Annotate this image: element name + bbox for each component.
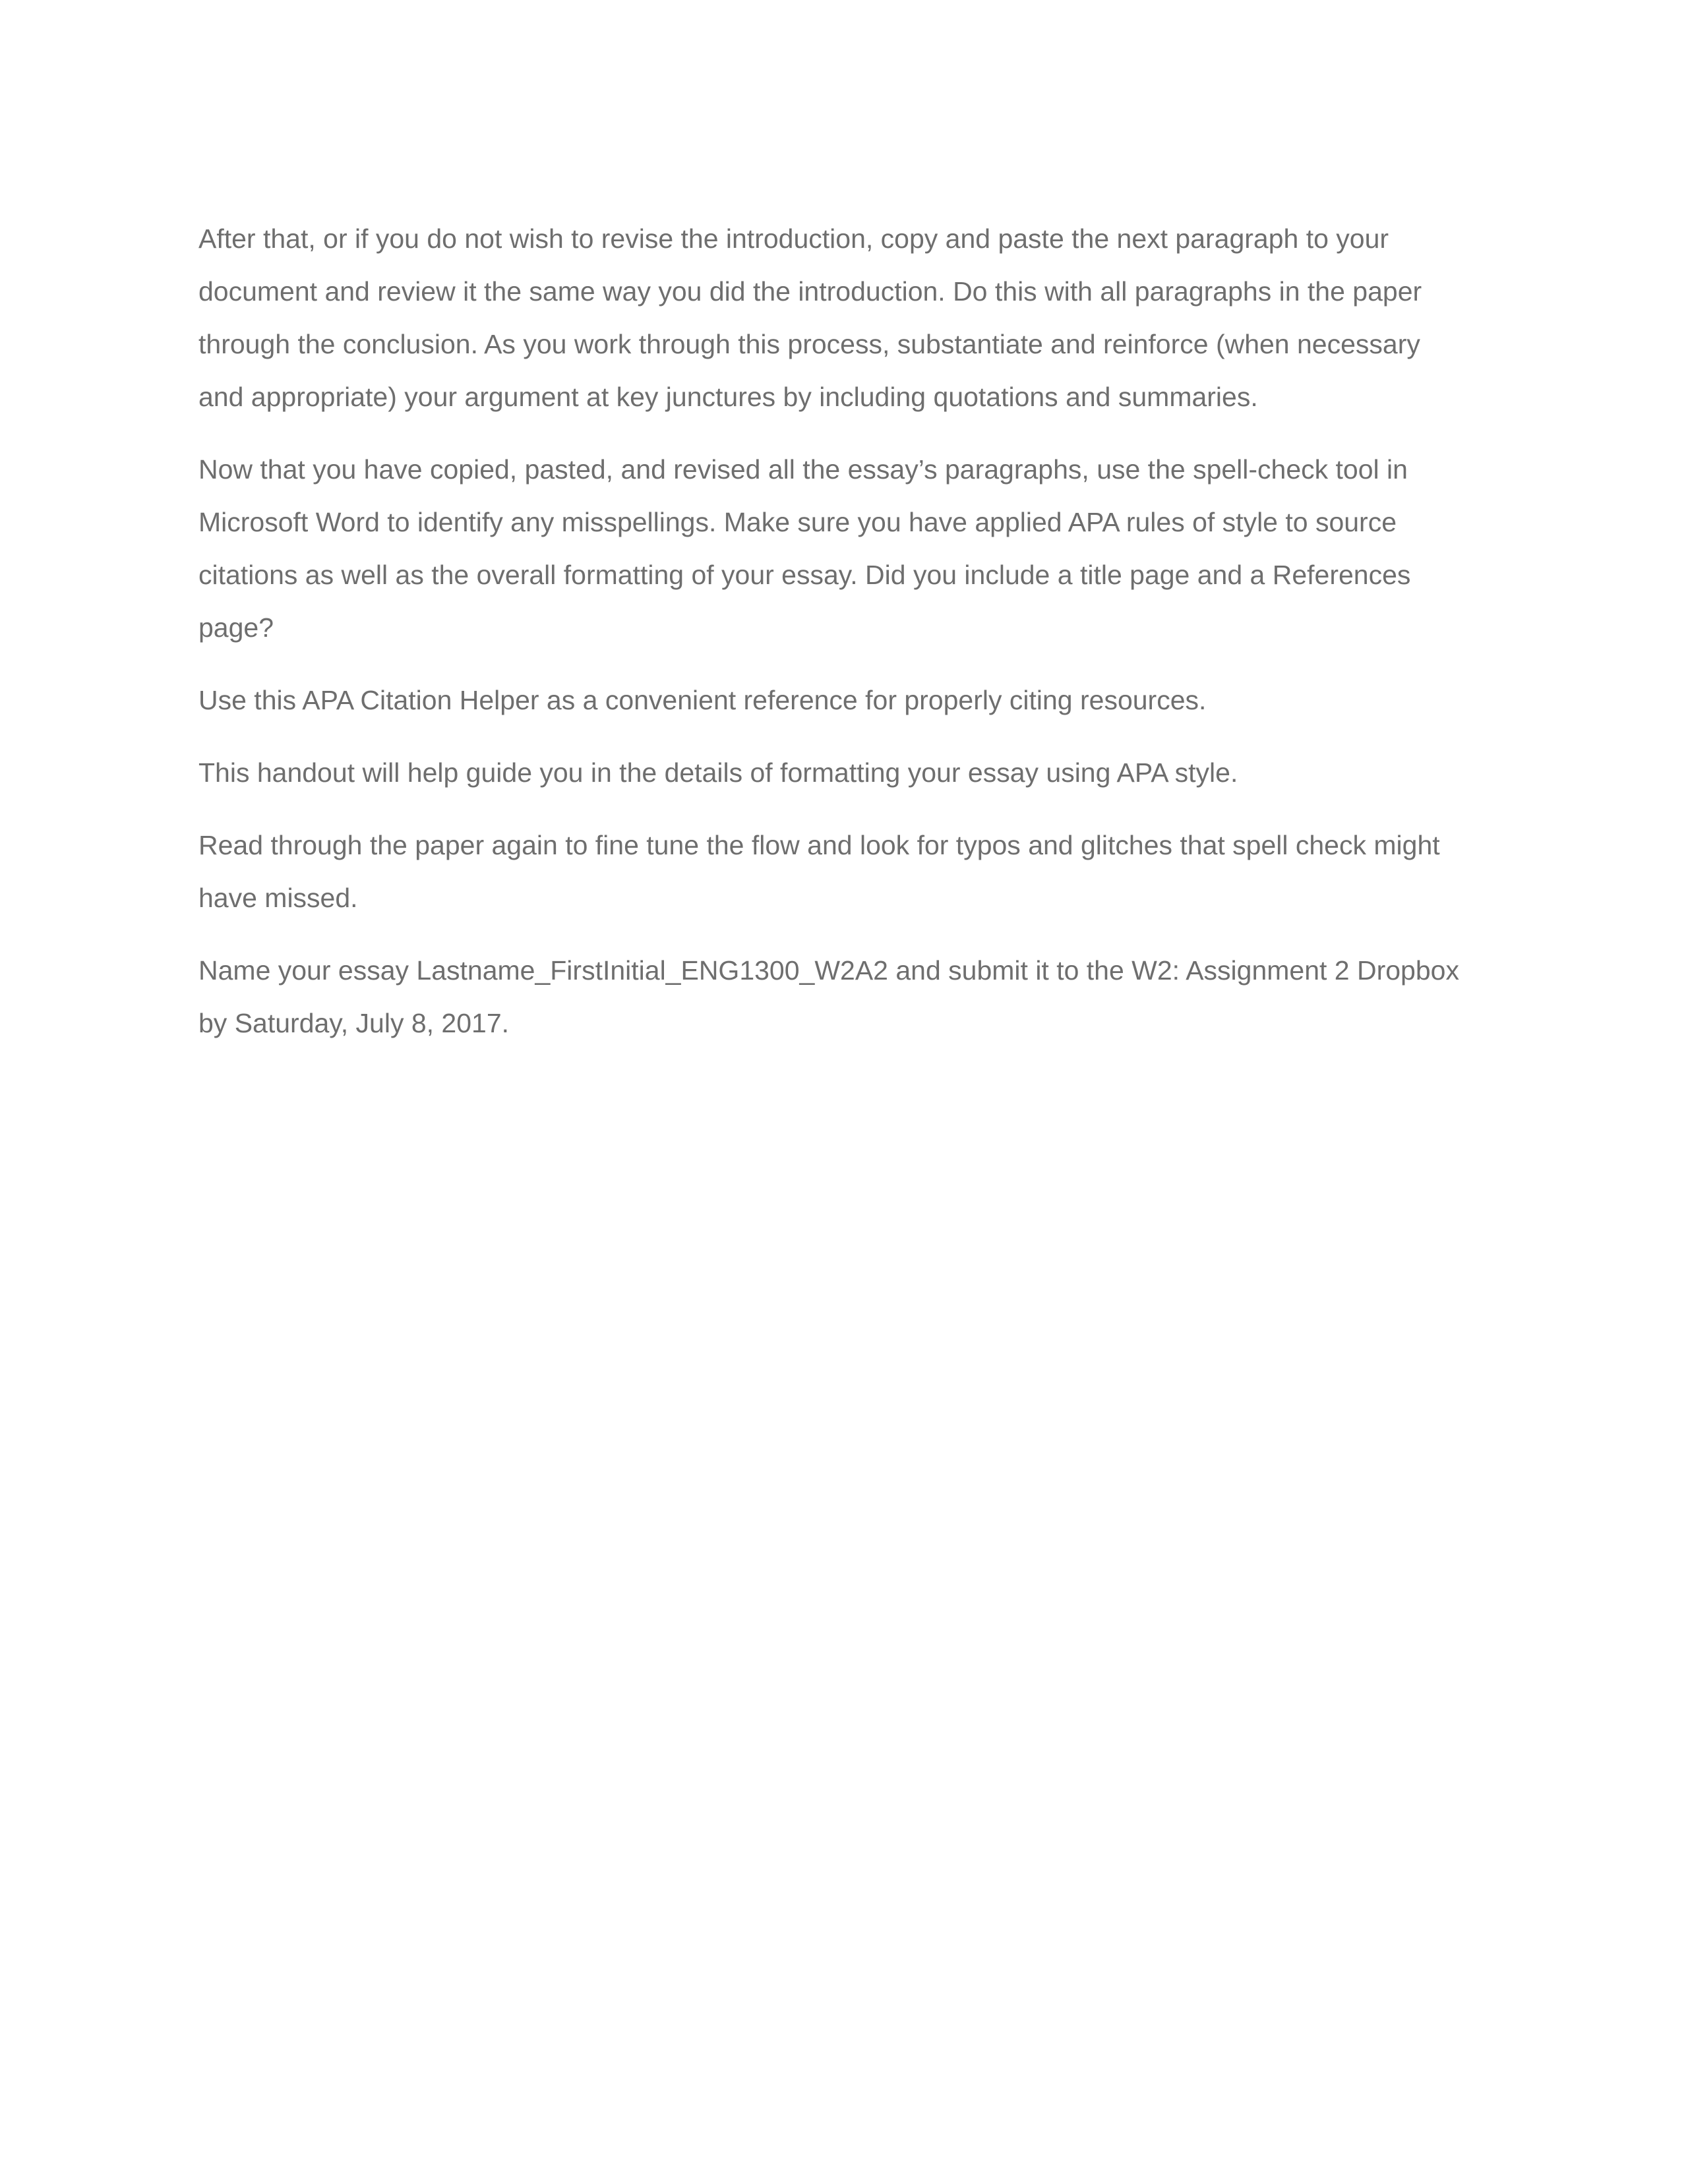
text-line: This handout will help guide you in the details of formatting your essay using APA style. — [198, 757, 1238, 788]
paragraph-submission — [198, 944, 1511, 1049]
text-line: Microsoft Word to identify any misspellings. Make sure you have applied APA rules of style to source — [198, 507, 1397, 537]
paragraph-spell-check — [198, 443, 1511, 654]
text-line: Read through the paper again to fine tune the flow and look for typos and glitches that spell check might — [198, 830, 1440, 860]
text-line: and appropriate) your argument at key junctures by including quotations and summaries. — [198, 382, 1258, 412]
text-line: have missed. — [198, 883, 358, 913]
text-line: by Saturday, July 8, 2017. — [198, 1008, 510, 1038]
text-line: document and review it the same way you did the introduction. Do this with all paragraphs in the paper — [198, 276, 1422, 307]
text-line: After that, or if you do not wish to revise the introduction, copy and paste the next paragraph to your — [198, 223, 1389, 254]
text-line: Name your essay Lastname_FirstInitial_ENG1300_W2A2 and submit it to the W2: Assignment 2 Dropbox — [198, 955, 1459, 986]
text-line: Use this APA Citation Helper as a convenient reference for properly citing resources. — [198, 685, 1207, 715]
text-line: page? — [198, 612, 274, 643]
text-line: through the conclusion. As you work through this process, substantiate and reinforce (when necessary — [198, 329, 1420, 359]
paragraph-citation-helper — [198, 674, 1511, 726]
paragraph-apa-handout — [198, 746, 1511, 799]
paragraph-proofread — [198, 819, 1511, 924]
text-line: Now that you have copied, pasted, and revised all the essay’s paragraphs, use the spell-check tool in — [198, 454, 1408, 485]
document-body — [198, 212, 1511, 1069]
text-line: citations as well as the overall formatting of your essay. Did you include a title page and a References — [198, 560, 1411, 590]
paragraph-revise-introduction — [198, 212, 1511, 423]
